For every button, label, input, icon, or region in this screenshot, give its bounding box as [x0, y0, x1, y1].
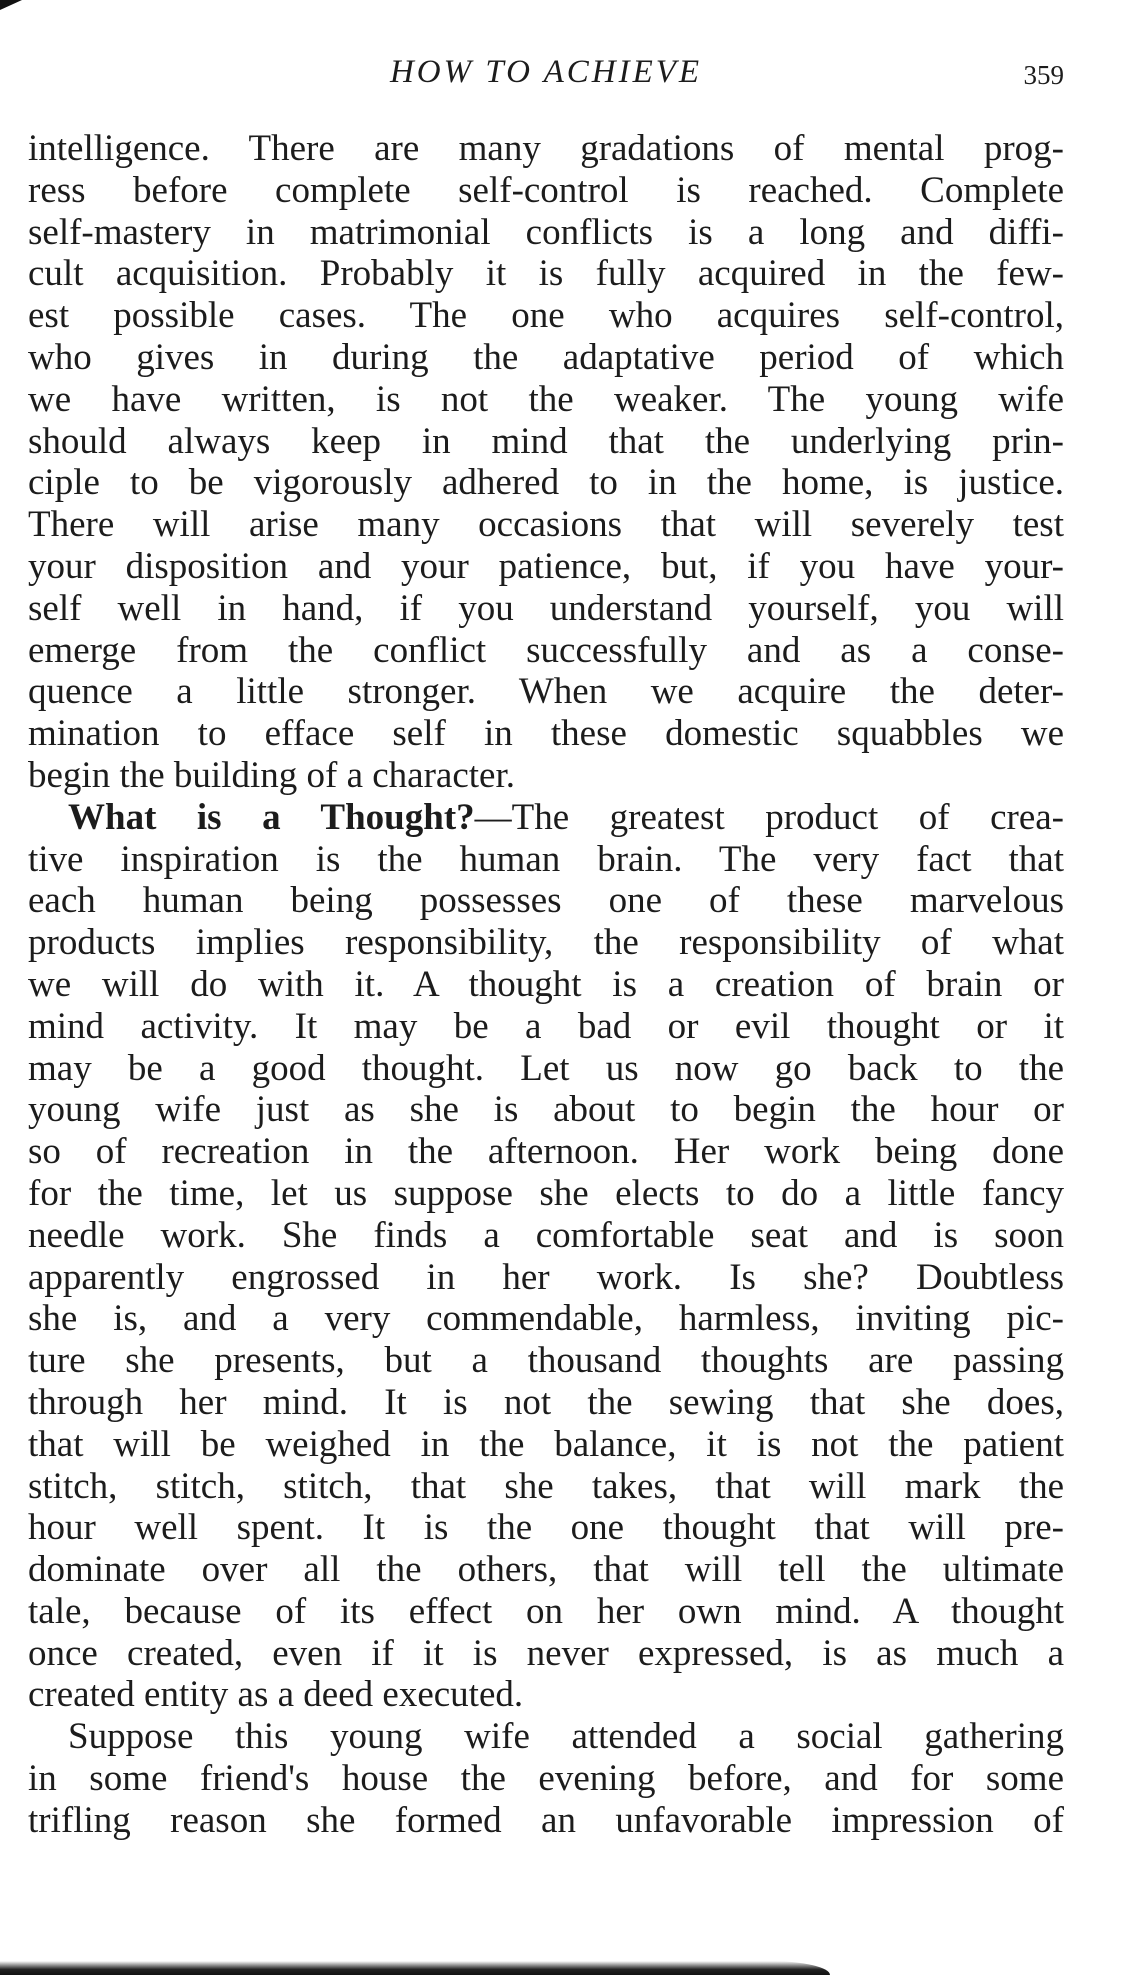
scan-corner-mark	[0, 0, 22, 10]
text-line	[28, 797, 1064, 839]
text-line: needle work. She finds a comfortable seat and is soon	[28, 1214, 1064, 1256]
text-line: mination to efface self in these domestic squabbles we	[28, 713, 1064, 755]
text-line: should always keep in mind that the underlying prin-	[28, 420, 1064, 462]
text-line: mind activity. It may be a bad or evil thought or it	[28, 1005, 1064, 1047]
text-line: emerge from the conflict successfully and as a conse-	[28, 629, 1064, 671]
paragraph-self-control	[28, 128, 1064, 797]
text-line: each human being possesses one of these marvelous	[28, 880, 1064, 922]
text-line: apparently engrossed in her work. Is she? Doubtless	[28, 1256, 1064, 1298]
text-line: quence a little stronger. When we acquire the deter-	[28, 671, 1064, 713]
text-line: that will be weighed in the balance, it is not the patient	[28, 1423, 1064, 1465]
text-line: for the time, let us suppose she elects to do a little fancy	[28, 1172, 1064, 1214]
text-line: tive inspiration is the human brain. The very fact that	[28, 838, 1064, 880]
text-line-fragment: —The greatest product of crea-	[474, 796, 1064, 838]
text-line: may be a good thought. Let us now go back to the	[28, 1047, 1064, 1089]
text-line: ture she presents, but a thousand thoughts are passing	[28, 1340, 1064, 1382]
text-line: products implies responsibility, the responsibility of what	[28, 922, 1064, 964]
text-line: self-mastery in matrimonial conflicts is a long and diffi-	[28, 211, 1064, 253]
text-line: hour well spent. It is the one thought that will pre-	[28, 1507, 1064, 1549]
text-line: self well in hand, if you understand yourself, you will	[28, 587, 1064, 629]
text-line: we have written, is not the weaker. The young wife	[28, 378, 1064, 420]
text-line: est possible cases. The one who acquires self-control,	[28, 295, 1064, 337]
text-line: so of recreation in the afternoon. Her work being done	[28, 1131, 1064, 1173]
page-header	[28, 52, 1064, 96]
text-line: through her mind. It is not the sewing that she does,	[28, 1381, 1064, 1423]
text-line: tale, because of its effect on her own mind. A thought	[28, 1590, 1064, 1632]
text-line: There will arise many occasions that will severely test	[28, 504, 1064, 546]
text-line: ress before complete self-control is reached. Complete	[28, 169, 1064, 211]
text-line: Suppose this young wife attended a social gathering	[68, 1716, 1064, 1758]
running-head: HOW TO ACHIEVE	[389, 54, 703, 90]
text-line: your disposition and your patience, but, if you have your-	[28, 545, 1064, 587]
text-line: young wife just as she is about to begin the hour or	[28, 1089, 1064, 1131]
text-line: stitch, stitch, stitch, that she takes, that will mark the	[28, 1465, 1064, 1507]
text-body	[28, 128, 1064, 1842]
page-number: 359	[1023, 60, 1064, 90]
text-line: cult acquisition. Probably it is fully acquired in the few-	[28, 253, 1064, 295]
paragraph-social-gathering	[28, 1716, 1064, 1841]
text-line: ciple to be vigorously adhered to in the home, is justice.	[28, 462, 1064, 504]
section-heading: What is a Thought?	[68, 796, 475, 838]
text-line: once created, even if it is never expressed, is as much a	[28, 1632, 1064, 1674]
text-line: begin the building of a character.	[28, 754, 515, 796]
scan-bottom-edge	[0, 1961, 830, 1975]
text-line: who gives in during the adaptative period of which	[28, 336, 1064, 378]
text-line: created entity as a deed executed.	[28, 1674, 524, 1716]
text-line: trifling reason she formed an unfavorable impression of	[28, 1799, 1064, 1841]
text-line: dominate over all the others, that will tell the ultimate	[28, 1549, 1064, 1591]
text-line: she is, and a very commendable, harmless, inviting pic-	[28, 1298, 1064, 1340]
text-line: intelligence. There are many gradations of mental prog-	[28, 128, 1064, 169]
text-line: we will do with it. A thought is a creation of brain or	[28, 963, 1064, 1005]
text-line: in some friend's house the evening before, and for some	[28, 1758, 1064, 1800]
paragraph-what-is-a-thought	[28, 797, 1064, 1717]
